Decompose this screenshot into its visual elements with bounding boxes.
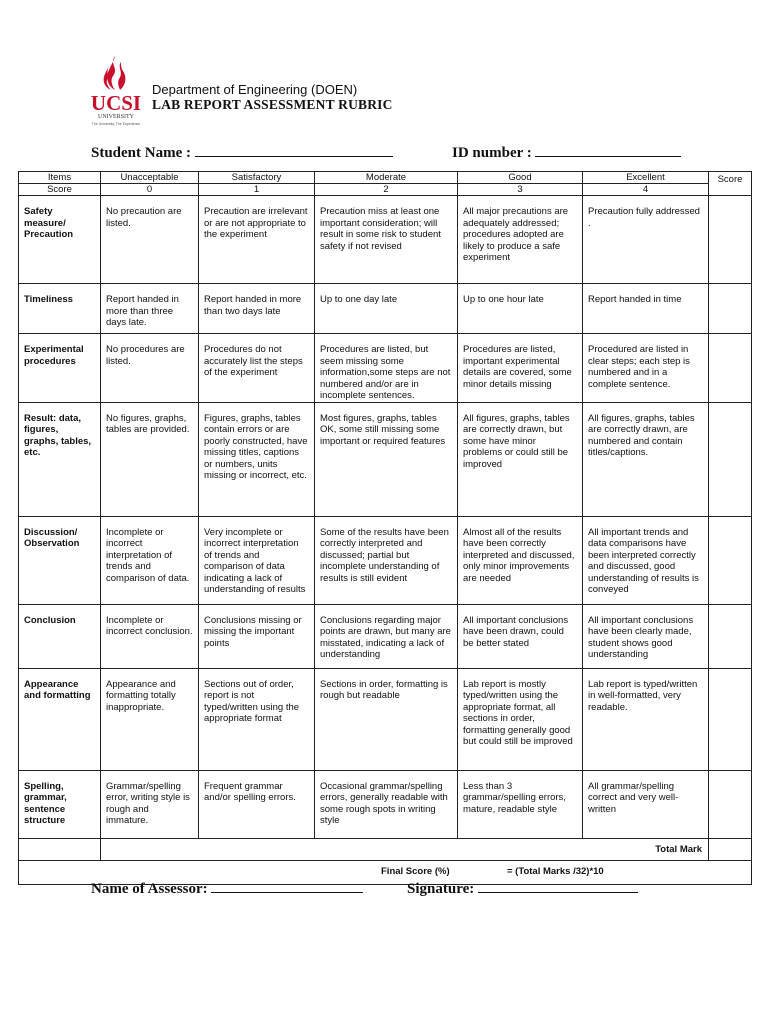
logo-name: UCSI bbox=[90, 91, 142, 115]
final-score-label: Final Score (%) bbox=[381, 865, 450, 877]
score-input-cell[interactable] bbox=[709, 604, 752, 668]
criterion-cell: No procedures are listed. bbox=[101, 334, 199, 403]
criterion-label: Appearance and formatting bbox=[19, 668, 101, 770]
criterion-cell: Conclusions missing or missing the important points bbox=[199, 604, 315, 668]
criterion-cell: Appearance and formatting totally inappropriate. bbox=[101, 668, 199, 770]
score-input-cell[interactable] bbox=[709, 196, 752, 284]
criterion-cell: Sections in order, formatting is rough but readable bbox=[315, 668, 458, 770]
criterion-cell: Occasional grammar/spelling errors, generally readable with some rough spots in writing style bbox=[315, 770, 458, 838]
criterion-cell: Up to one day late bbox=[315, 284, 458, 334]
criterion-label: Spelling, grammar, sentence structure bbox=[19, 770, 101, 838]
page-title: LAB REPORT ASSESSMENT RUBRIC bbox=[152, 97, 393, 112]
criterion-cell: All important conclusions have been clearly made, student shows good understanding bbox=[583, 604, 709, 668]
score-input-cell[interactable] bbox=[709, 770, 752, 838]
ucsi-logo bbox=[90, 56, 142, 132]
score-input-cell[interactable] bbox=[709, 668, 752, 770]
level-score: 1 bbox=[199, 184, 315, 196]
criterion-cell: Precaution are irrelevant or are not appropriate to the experiment bbox=[199, 196, 315, 284]
criterion-label: Result: data, figures, graphs, tables, etc. bbox=[19, 402, 101, 516]
score-input-cell[interactable] bbox=[709, 402, 752, 516]
level-score: 2 bbox=[315, 184, 458, 196]
table-row bbox=[19, 196, 752, 284]
level-label: Good bbox=[458, 172, 583, 184]
student-name-field[interactable] bbox=[91, 144, 393, 162]
criterion-label: Timeliness bbox=[19, 284, 101, 334]
criterion-cell: No figures, graphs, tables are provided. bbox=[101, 402, 199, 516]
level-score: 3 bbox=[458, 184, 583, 196]
total-mark-label: Total Mark bbox=[101, 838, 709, 860]
student-name-label: Student Name : bbox=[91, 145, 191, 161]
criterion-cell: All important trends and data comparisons have been interpreted correctly and discussed, good understanding of results is conveyed bbox=[583, 516, 709, 604]
criterion-cell: Frequent grammar and/or spelling errors. bbox=[199, 770, 315, 838]
criterion-cell: Up to one hour late bbox=[458, 284, 583, 334]
level-label: Excellent bbox=[583, 172, 709, 184]
criterion-cell: All figures, graphs, tables are correctly drawn, are numbered and contain titles/captions. bbox=[583, 402, 709, 516]
criterion-cell: Figures, graphs, tables contain errors or are poorly constructed, have missing titles, captions or numbers, units missing or incorrect, etc. bbox=[199, 402, 315, 516]
score-column-header: Score bbox=[709, 172, 752, 196]
signature-line[interactable] bbox=[478, 880, 638, 893]
criterion-cell: All major precautions are adequately addressed; procedures adopted are likely to produce a safe experiment bbox=[458, 196, 583, 284]
id-number-line[interactable] bbox=[535, 144, 681, 157]
score-header: Score bbox=[19, 184, 101, 196]
criterion-cell: Incomplete or incorrect conclusion. bbox=[101, 604, 199, 668]
id-number-label: ID number : bbox=[452, 145, 532, 161]
table-row bbox=[19, 516, 752, 604]
criterion-cell: Report handed in more than three days late. bbox=[101, 284, 199, 334]
level-label: Unacceptable bbox=[101, 172, 199, 184]
level-score: 4 bbox=[583, 184, 709, 196]
level-label: Moderate bbox=[315, 172, 458, 184]
id-number-field[interactable] bbox=[452, 144, 681, 162]
criterion-cell: Very incomplete or incorrect interpretation of trends and comparison of data indicating a lack of understanding of results bbox=[199, 516, 315, 604]
department-name: Department of Engineering (DOEN) bbox=[152, 82, 358, 97]
blank-cell bbox=[19, 838, 101, 860]
criterion-cell: Precaution fully addressed . bbox=[583, 196, 709, 284]
table-row bbox=[19, 284, 752, 334]
table-row bbox=[19, 334, 752, 403]
logo-university: UNIVERSITY bbox=[98, 114, 134, 120]
header-row-scores bbox=[19, 184, 752, 196]
final-score-formula: = (Total Marks /32)*10 bbox=[507, 865, 604, 877]
criterion-label: Discussion/ Observation bbox=[19, 516, 101, 604]
criterion-cell: Lab report is mostly typed/written using the appropriate format, all sections in order, formatting generally good but could still be improved bbox=[458, 668, 583, 770]
criterion-cell: All important conclusions have been drawn, could be better stated bbox=[458, 604, 583, 668]
criterion-cell: Procedures are listed, but seem missing some information,some steps are not numbered and/or are in incomplete sentences. bbox=[315, 334, 458, 403]
criterion-cell: Grammar/spelling error, writing style is rough and immature. bbox=[101, 770, 199, 838]
score-input-cell[interactable] bbox=[709, 334, 752, 403]
score-input-cell[interactable] bbox=[709, 284, 752, 334]
criterion-cell: Report handed in more than two days late bbox=[199, 284, 315, 334]
table-row bbox=[19, 770, 752, 838]
criterion-cell: Conclusions regarding major points are drawn, but many are misstated, indicating a lack of understanding bbox=[315, 604, 458, 668]
signature-label: Signature: bbox=[407, 881, 475, 897]
criterion-cell: No precaution are listed. bbox=[101, 196, 199, 284]
table-row bbox=[19, 604, 752, 668]
level-label: Satisfactory bbox=[199, 172, 315, 184]
criterion-cell: Less than 3 grammar/spelling errors, mature, readable style bbox=[458, 770, 583, 838]
assessor-line[interactable] bbox=[211, 880, 363, 893]
criterion-cell: Incomplete or incorrect interpretation of trends and comparison of data. bbox=[101, 516, 199, 604]
criterion-cell: Sections out of order, report is not typed/written using the appropriate format bbox=[199, 668, 315, 770]
flame-icon bbox=[100, 56, 130, 92]
assessor-field[interactable] bbox=[91, 880, 363, 898]
criterion-cell: Most figures, graphs, tables OK, some still missing some important or required features bbox=[315, 402, 458, 516]
assessor-label: Name of Assessor: bbox=[91, 881, 208, 897]
criterion-cell: Precaution miss at least one important consideration; will result in some risk to student safety if not revised bbox=[315, 196, 458, 284]
criterion-cell: Procedures do not accurately list the steps of the experiment bbox=[199, 334, 315, 403]
criterion-label: Conclusion bbox=[19, 604, 101, 668]
total-mark-input[interactable] bbox=[709, 838, 752, 860]
table-row bbox=[19, 402, 752, 516]
criterion-cell: Procedured are listed in clear steps; each step is numbered and in a complete sentence. bbox=[583, 334, 709, 403]
signature-field[interactable] bbox=[407, 880, 638, 898]
total-mark-row bbox=[19, 838, 752, 860]
logo-tagline: The University, The Experience bbox=[91, 122, 141, 126]
score-input-cell[interactable] bbox=[709, 516, 752, 604]
student-name-line[interactable] bbox=[195, 144, 393, 157]
header-row-levels bbox=[19, 172, 752, 184]
level-score: 0 bbox=[101, 184, 199, 196]
criterion-cell: All figures, graphs, tables are correctly drawn, but some have minor problems or could still be improved bbox=[458, 402, 583, 516]
criterion-cell: Almost all of the results have been correctly interpreted and discussed, only minor improvements are needed bbox=[458, 516, 583, 604]
criterion-cell: All grammar/spelling correct and very well-written bbox=[583, 770, 709, 838]
items-header: Items bbox=[19, 172, 101, 184]
criterion-cell: Some of the results have been correctly interpreted and discussed; partial but incomplete understanding of results is still evident bbox=[315, 516, 458, 604]
rubric-table bbox=[18, 171, 752, 885]
table-row bbox=[19, 668, 752, 770]
criterion-label: Safety measure/ Precaution bbox=[19, 196, 101, 284]
criterion-cell: Procedures are listed, important experimental details are covered, some minor details missing bbox=[458, 334, 583, 403]
criterion-cell: Lab report is typed/written in well-formatted, very readable. bbox=[583, 668, 709, 770]
criterion-cell: Report handed in time bbox=[583, 284, 709, 334]
criterion-label: Experimental procedures bbox=[19, 334, 101, 403]
